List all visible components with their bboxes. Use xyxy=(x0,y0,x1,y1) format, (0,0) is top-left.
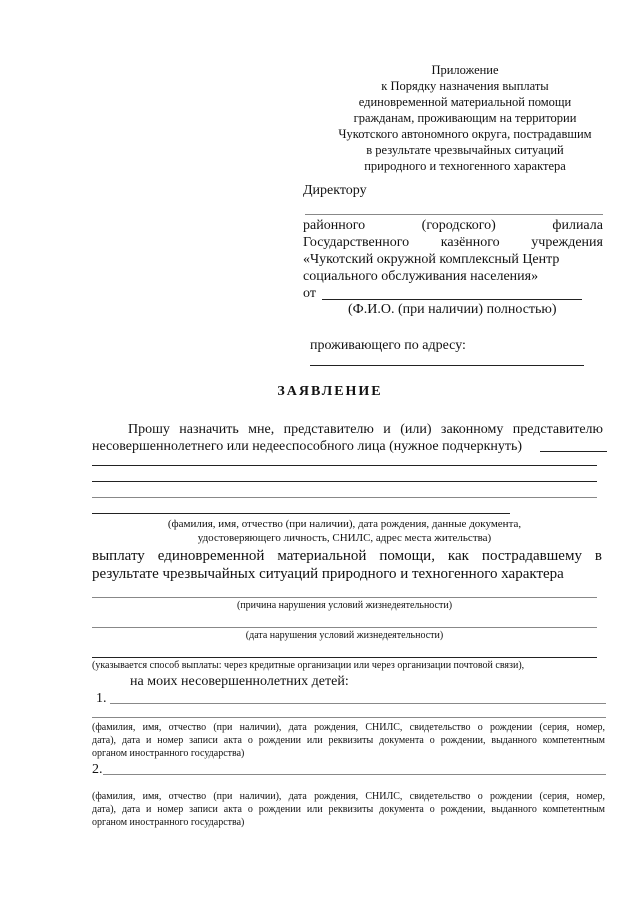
addressee-line1 xyxy=(303,218,603,234)
address-input-line[interactable] xyxy=(310,365,584,366)
applicant-input-line[interactable] xyxy=(540,451,607,452)
child2-number: 2. xyxy=(92,762,103,777)
child1-number: 1. xyxy=(96,691,107,706)
applicant-line-4[interactable] xyxy=(92,513,510,514)
fio-input-line[interactable] xyxy=(322,299,582,300)
appendix-line: природного и техногенного характера xyxy=(364,159,566,173)
child2-hint-line1: (фамилия, имя, отчество (при наличии), дата рождения, СНИЛС, свидетельство о рождении (серия, номер, xyxy=(92,791,605,802)
addressee-word: казённого xyxy=(440,235,500,250)
appendix-line: в результате чрезвычайных ситуаций xyxy=(366,143,564,157)
method-hint: (указывается способ выплаты: через кредитные организации или через организации почтовой связи), xyxy=(92,660,525,671)
applicant-hint-line2: удостоверяющего личность, СНИЛС, адрес места жительства) xyxy=(197,532,492,544)
fio-hint: (Ф.И.О. (при наличии) полностью) xyxy=(348,302,557,317)
method-input-line[interactable] xyxy=(92,657,597,658)
child1-input-line-2[interactable] xyxy=(92,717,606,718)
residing-label: проживающего по адресу: xyxy=(310,338,466,353)
child1-hint-line3: органом иностранного государства) xyxy=(92,748,245,759)
applicant-hint-line1: (фамилия, имя, отчество (при наличии), дата рождения, данные документа, xyxy=(167,518,522,530)
payment-line1: выплату единовременной материальной помощи, как пострадавшему в xyxy=(92,548,602,564)
addressee-word: филиала xyxy=(552,218,603,233)
from-label: от xyxy=(303,286,316,301)
children-intro: на моих несовершеннолетних детей: xyxy=(130,674,349,689)
request-line2: несовершеннолетнего или недееспособного лица (нужное подчеркнуть) xyxy=(92,439,523,454)
child1-input-line[interactable] xyxy=(110,703,606,704)
date-input-line[interactable] xyxy=(92,627,597,628)
child1-hint-line2: дата), дата и номер записи акта о рождении или реквизиты документа о рождении, выданного компетентным xyxy=(92,735,605,746)
reason-hint: (причина нарушения условий жизнедеятельности) xyxy=(236,600,453,611)
document-title: ЗАЯВЛЕНИЕ xyxy=(277,384,383,399)
addressee-word: Государственного xyxy=(303,235,410,250)
appendix-line: Приложение xyxy=(431,63,499,77)
appendix-line: к Порядку назначения выплаты xyxy=(381,79,549,93)
addressee-line2 xyxy=(303,235,603,251)
applicant-line-1[interactable] xyxy=(92,465,597,466)
appendix-line: гражданам, проживающим на территории xyxy=(353,111,577,125)
appendix-line: единовременной материальной помощи xyxy=(358,95,572,109)
addressee-word: районного xyxy=(303,218,366,233)
request-line1: Прошу назначить мне, представителю и (или) законному представителю xyxy=(128,422,603,437)
addressee-word: (городского) xyxy=(421,218,496,233)
appendix-line: Чукотского автономного округа, пострадавшим xyxy=(338,127,592,141)
appendix-header xyxy=(300,62,630,174)
applicant-line-3[interactable] xyxy=(92,497,597,498)
payment-line2: результате чрезвычайных ситуаций природного и техногенного характера xyxy=(92,566,564,582)
child2-input-line[interactable] xyxy=(103,774,606,775)
addressee-word: учреждения xyxy=(531,235,603,250)
addressee-line3: «Чукотский окружной комплексный Центр xyxy=(303,252,560,267)
child2-hint-line2: дата), дата и номер записи акта о рождении или реквизиты документа о рождении, выданного компетентным xyxy=(92,804,605,815)
reason-input-line[interactable] xyxy=(92,597,597,598)
branch-blank-line[interactable] xyxy=(305,214,603,215)
child1-hint-line1: (фамилия, имя, отчество (при наличии), дата рождения, СНИЛС, свидетельство о рождении (серия, номер, xyxy=(92,722,605,733)
applicant-line-2[interactable] xyxy=(92,481,597,482)
date-hint: (дата нарушения условий жизнедеятельности) xyxy=(245,630,444,641)
child2-hint-line3: органом иностранного государства) xyxy=(92,817,245,828)
addressee-line4: социального обслуживания населения» xyxy=(303,269,539,284)
addressee-to: Директору xyxy=(303,183,367,198)
